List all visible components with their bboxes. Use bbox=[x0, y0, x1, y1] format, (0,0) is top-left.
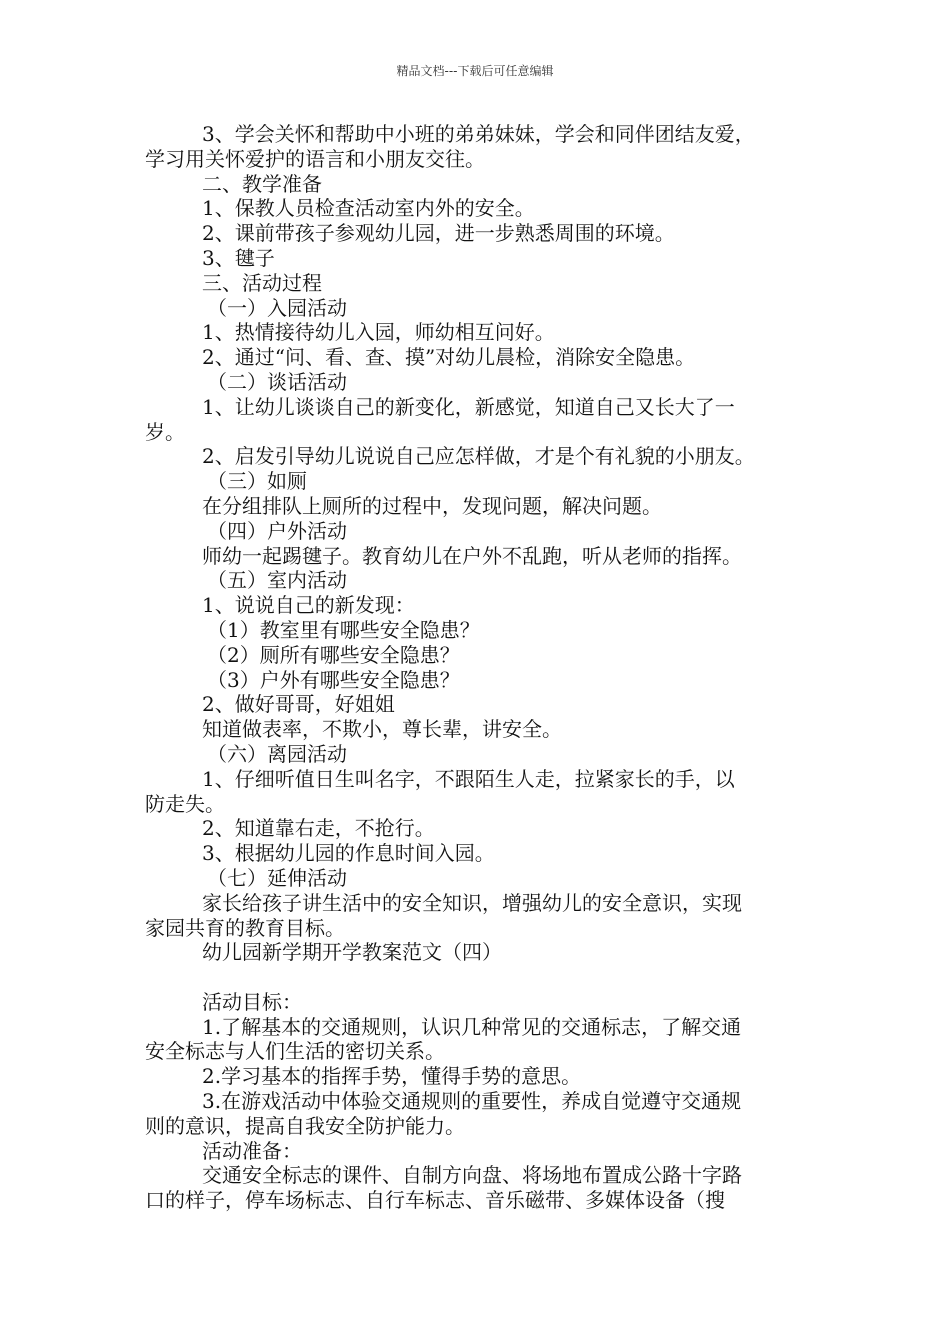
text-line: 安全标志与人们生活的密切关系。 bbox=[145, 1039, 445, 1064]
page-header: 精品文档---下载后可任意编辑 bbox=[396, 64, 554, 78]
subsection-heading: （六）离园活动 bbox=[207, 741, 347, 766]
text-line: 1、说说自己的新发现： bbox=[202, 593, 415, 618]
text-line: 则的意识，提高自我安全防护能力。 bbox=[145, 1113, 465, 1138]
subsection-heading: （三）如厕 bbox=[207, 469, 307, 494]
text-line: 学习用关怀爱护的语言和小朋友交往。 bbox=[145, 146, 485, 171]
text-line: 3、学会关怀和帮助中小班的弟弟妹妹，学会和同伴团结友爱， bbox=[202, 122, 755, 146]
text-line: 2、知道靠右走，不抢行。 bbox=[202, 816, 435, 841]
text-line: 3、毽子 bbox=[202, 245, 275, 270]
subsection-heading: （四）户外活动 bbox=[207, 518, 347, 543]
subsection-heading: （二）谈话活动 bbox=[207, 369, 347, 394]
document-body bbox=[145, 122, 810, 1213]
blank-line bbox=[145, 965, 810, 990]
text-line: 2.学习基本的指挥手势，懂得手势的意思。 bbox=[202, 1064, 582, 1089]
text-line: 1、保教人员检查活动室内外的安全。 bbox=[202, 196, 535, 221]
section-heading: 三、活动过程 bbox=[202, 270, 322, 295]
subsection-heading: （一）入园活动 bbox=[207, 295, 347, 320]
text-line: 在分组排队上厕所的过程中，发现问题，解决问题。 bbox=[202, 493, 662, 518]
subsection-heading: （七）延伸活动 bbox=[207, 865, 347, 890]
text-line: 2、做好哥哥，好姐姐 bbox=[202, 692, 395, 717]
text-line: 交通安全标志的课件、自制方向盘、将场地布置成公路十字路 bbox=[202, 1163, 742, 1188]
section-heading: 活动目标： bbox=[202, 989, 302, 1014]
text-line: 1、仔细听值日生叫名字，不跟陌生人走，拉紧家长的手，以 bbox=[202, 766, 735, 791]
text-line: （1）教室里有哪些安全隐患？ bbox=[207, 617, 480, 642]
text-line: 1、热情接待幼儿入园，师幼相互问好。 bbox=[202, 320, 555, 345]
section-heading: 二、教学准备 bbox=[202, 171, 322, 196]
text-line: 3、根据幼儿园的作息时间入园。 bbox=[202, 841, 495, 866]
text-line: 1、让幼儿谈谈自己的新变化，新感觉，知道自己又长大了一 bbox=[202, 394, 735, 419]
text-line: 知道做表率，不欺小，尊长辈，讲安全。 bbox=[202, 717, 562, 742]
text-line: 家园共育的教育目标。 bbox=[145, 915, 345, 940]
text-line: 口的样子，停车场标志、自行车标志、音乐磁带、多媒体设备（搜 bbox=[145, 1188, 725, 1213]
text-line: 2、启发引导幼儿说说自己应怎样做，才是个有礼貌的小朋友。 bbox=[202, 444, 755, 469]
text-line: 2、课前带孩子参观幼儿园，进一步熟悉周围的环境。 bbox=[202, 221, 675, 246]
text-line: （3）户外有哪些安全隐患？ bbox=[207, 667, 460, 692]
text-line: 家长给孩子讲生活中的安全知识，增强幼儿的安全意识，实现 bbox=[202, 890, 742, 915]
text-line: 师幼一起踢毽子。教育幼儿在户外不乱跑，听从老师的指挥。 bbox=[202, 543, 742, 568]
text-line: 2、通过“问、看、查、摸”对幼儿晨检，消除安全隐患。 bbox=[202, 345, 696, 370]
subsection-heading: （五）室内活动 bbox=[207, 568, 347, 593]
text-line: 岁。 bbox=[145, 419, 185, 444]
document-title: 幼儿园新学期开学教案范文（四） bbox=[202, 940, 502, 965]
text-line: 防走失。 bbox=[145, 791, 225, 816]
text-line: 3.在游戏活动中体验交通规则的重要性，养成自觉遵守交通规 bbox=[202, 1089, 742, 1114]
text-line: 1.了解基本的交通规则，认识几种常见的交通标志，了解交通 bbox=[202, 1014, 742, 1039]
section-heading: 活动准备： bbox=[202, 1138, 302, 1163]
text-line: （2）厕所有哪些安全隐患？ bbox=[207, 642, 460, 667]
